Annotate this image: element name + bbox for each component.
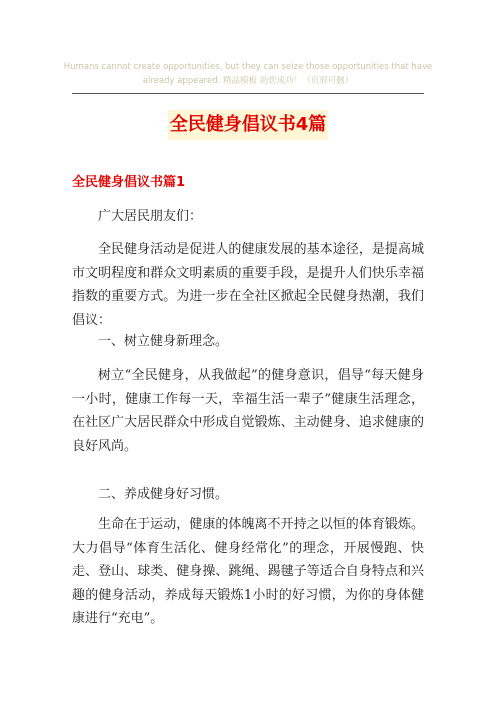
salutation: 广大居民朋友们：: [98, 209, 203, 224]
page-header-note: Humans cannot create opportunities, but they can seize those opportunities that have already appeared. 精品模板 助您成功！（页眉可删）: [63, 62, 433, 86]
intro-paragraph: 全民健身活动是促进人的健康发展的基本途径，是提高城市文明程度和群众文明素质的重要手段，是提升人们快乐幸福指数的重要方式。为进一步在全社区掀起全民健身热潮，我们倡议：: [72, 242, 424, 328]
point-one-heading: 一、树立健身新理念。: [98, 334, 229, 349]
header-divider: [72, 93, 424, 94]
point-two-paragraph: 生命在于运动，健康的体魄离不开持之以恒的体育锻炼。大力倡导“体育生活化、健身经常化”的理念，开展慢跑、快走、登山、球类、健身操、跳绳、踢毽子等适合自身特点和兴趣的健身活动，养成每天锻炼1小时的好习惯，为你的身体健康进行“充电”。: [72, 517, 424, 627]
point-two-heading: 二、养成健身好习惯。: [98, 487, 229, 502]
section-heading: 全民健身倡议书篇1: [72, 175, 186, 190]
document-title-wrapper: [0, 110, 496, 140]
document-title: 全民健身倡议书4篇: [168, 110, 329, 140]
point-one-paragraph: 树立“全民健身，从我做起”的健身意识，倡导“每天健身一小时，健康工作每一天，幸福生活一辈子”健康生活理念，在社区广大居民群众中形成自觉锻炼、主动健身、追求健康的良好风尚。: [72, 368, 424, 454]
